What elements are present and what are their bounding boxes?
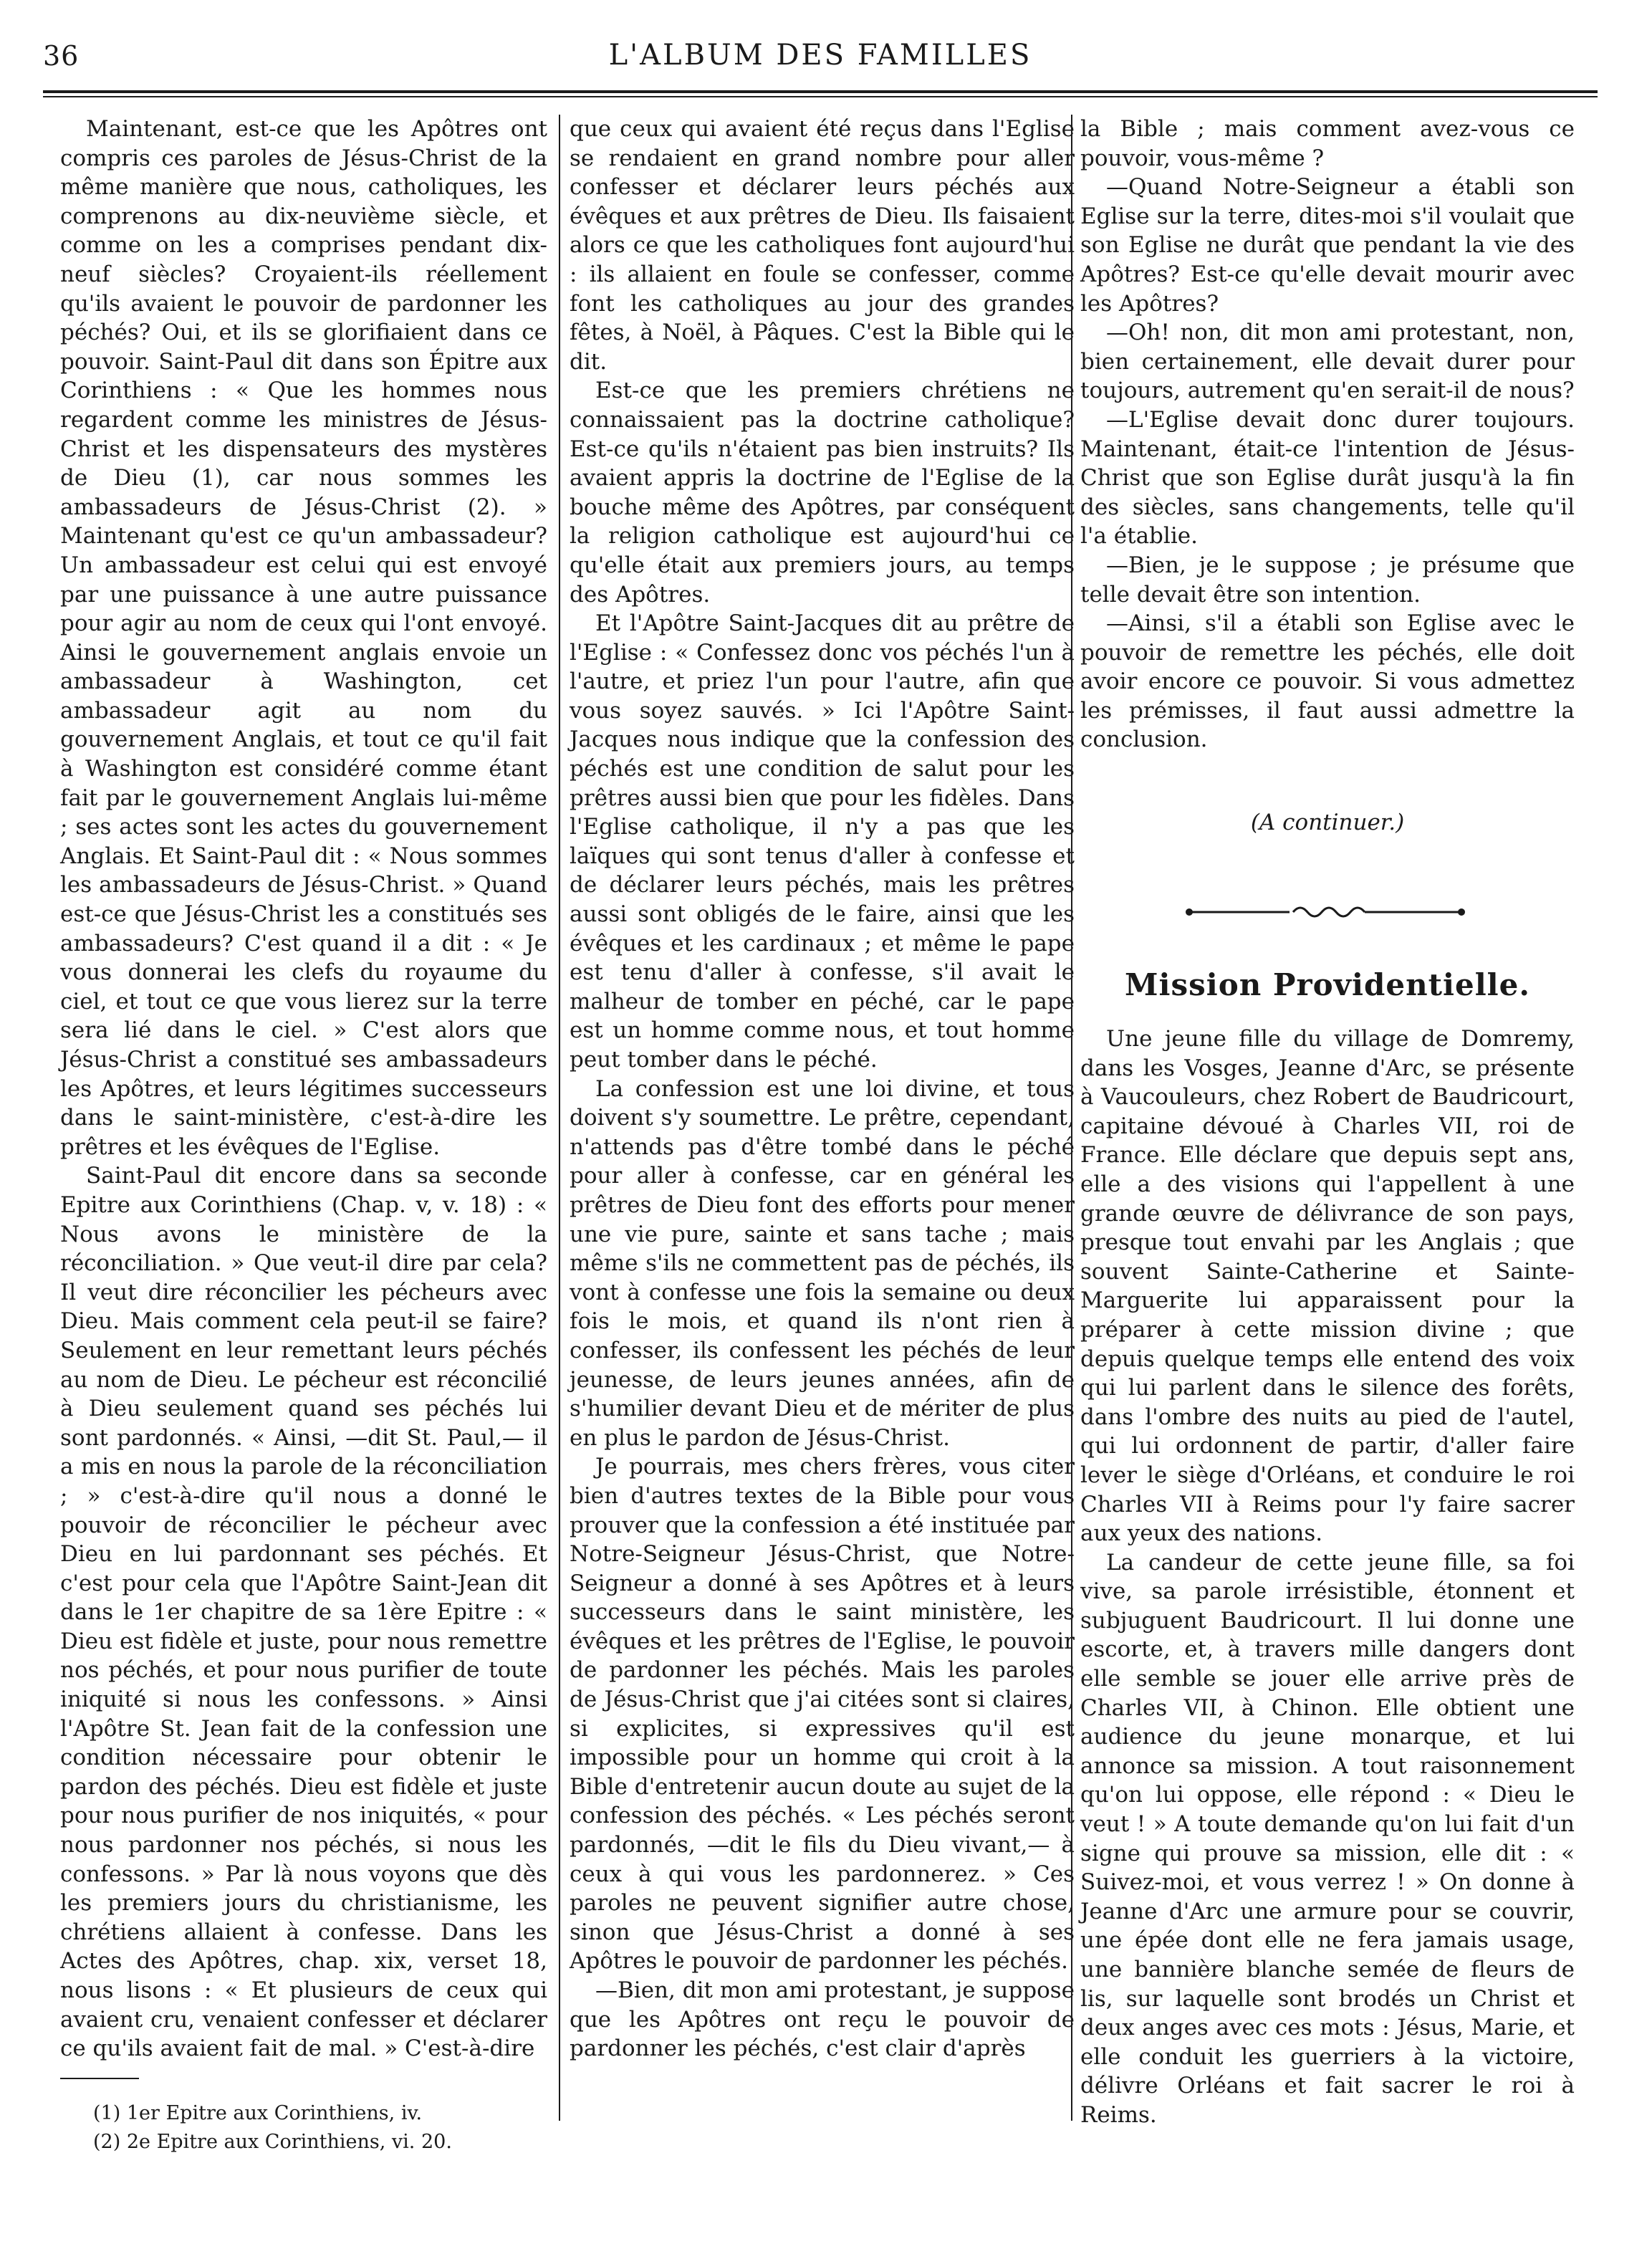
section-title: Mission Providentielle. bbox=[1125, 967, 1530, 1002]
column-3-paragraph-1: la Bible ; mais comment avez-vous ce pouvoir, vous-même ? bbox=[1080, 116, 1575, 171]
column-2-paragraph-2: Est-ce que les premiers chrétiens ne connaissaient pas la doctrine catholique? Est-ce qu'ils n'étaient pas bien instruits? Ils avaient appris la doctrine de l'Eglise de la bouche même des Apôtres, par conséquent la religion catholique est aujourd'hui ce qu'elle était aux premiers jours, au temps des Apôtres. bbox=[570, 378, 1075, 608]
column-2-paragraph-5: Je pourrais, mes chers frères, vous citer bien d'autres textes de la Bible pour vous prouver que la confession a été instituée par Notre-Seigneur Jésus-Christ, que Notre-Seigneur a donné à ses Apôtres et à leurs successeurs dans le saint ministère, les évêques et les prêtres de l'Eglise, le pouvoir de pardonner les péchés. Mais les paroles de Jésus-Christ que j'ai citées sont si claires, si explicites, si expressives qu'il est impossible pour un homme qui croit à la Bible d'entretenir aucun doute au sujet de la confession des péchés. « Les péchés seront pardonnés, —dit le fils du Dieu vivant,— à ceux à qui vous les pardonnerez. » Ces paroles ne peuvent signifier autre chose, sinon que Jésus-Christ a donné à ses Apôtres le pouvoir de pardonner les péchés. bbox=[570, 1454, 1075, 1975]
column-2-paragraph-4: La confession est une loi divine, et tous doivent s'y soumettre. Le prêtre, cependant, n'attends pas d'être tombé dans le péché pour aller à confesse, car en général les prêtres de Dieu font des efforts pour mener une vie pure, sainte et sans tache ; mais même s'ils ne commettent pas de péchés, ils vont à confesse une fois la semaine ou deux fois le mois, et quand ils n'ont rien à confesser, ils confessent les péchés de leur jeunesse, de leurs jeunes années, afin de s'humilier devant Dieu et de mériter de plus en plus le pardon de Jésus-Christ. bbox=[570, 1075, 1075, 1451]
article-paragraph-2: La candeur de cette jeune fille, sa foi vive, sa parole irrésistible, étonnent et subjuguent Baudricourt. Il lui donne une escorte, et, à travers mille dangers dont elle semble se jouer elle arrive près de Charles VII, à Chinon. Elle obtient une audience du jeune monarque, et lui annonce sa mission. A tout raisonnement qu'on lui oppose, elle répond : « Dieu le veut ! » A toute demande qu'on lui fait d'un signe qui prouve sa mission, elle dit : « Suivez-moi, et vous verrez ! » On donne à Jeanne d'Arc une armure pour se couvrir, une épée dont elle ne fera jamais usage, une bannière blanche semée de fleurs de lis, sur laquelle sont brodés un Christ et deux anges avec ces mots : Jésus, Marie, et elle conduit les guerriers à la victoire, délivre Orléans et fait sacrer le roi à Reims. bbox=[1080, 1549, 1575, 2128]
column-2 bbox=[570, 115, 1075, 2128]
column-1-paragraph-2: Saint-Paul dit encore dans sa seconde Epitre aux Corinthiens (Chap. v, v. 18) : « Nous avons le ministère de la réconciliation. » Que veut-il dire par cela? Il veut dire réconcilier les pécheurs avec Dieu. Mais comment cela peut-il se faire? Seulement en leur remettant leurs péchés au nom de Dieu. Le pécheur est réconcilié à Dieu seulement quand ses péchés lui sont pardonnés. « Ainsi, —dit St. Paul,— il a mis en nous la parole de la réconciliation ; » c'est-à-dire qu'il nous a donné le pouvoir de réconcilier le pécheur avec Dieu en lui pardonnant ses péchés. Et c'est pour cela que l'Apôtre Saint-Jean dit dans le 1er chapitre de sa 1ère Epitre : « Dieu est fidèle et juste, pour nous remettre nos péchés, et pour nous purifier de toute iniquité si nous les confessons. » Ainsi l'Apôtre St. Jean fait de la confession une condition nécessaire pour obtenir le pardon des péchés. Dieu est fidèle et juste pour nous purifier de nos iniquités, « pour nous pardonner nos péchés, si nous les confessons. » Par là nous voyons que dès les premiers jours du christianisme, les chrétiens allaient à confesse. Dans les Actes des Apôtres, chap. xix, verset 18, nous lisons : « Et plusieurs de ceux qui avaient cru, venaient confesser et déclarer ce qu'ils avaient fait de mal. » C'est-à-dire bbox=[60, 1163, 547, 2062]
journal-title: L'ALBUM DES FAMILLES bbox=[608, 39, 1032, 72]
column-3-paragraph-2: —Quand Notre-Seigneur a établi son Eglise sur la terre, dites-moi s'il voulait que son Eglise ne durât que pendant la vie des Apôtres? Est-ce qu'elle devait mourir avec les Apôtres? bbox=[1080, 174, 1575, 317]
page-header bbox=[43, 36, 1598, 79]
column-3-paragraph-3: —Oh! non, dit mon ami protestant, non, bien certainement, elle devait durer pour toujours, autrement qu'en serait-il de nous? bbox=[1080, 320, 1575, 404]
column-3-paragraph-5: —Bien, je le suppose ; je présume que telle devait être son intention. bbox=[1080, 552, 1575, 608]
column-2-paragraph-3: Et l'Apôtre Saint-Jacques dit au prêtre de l'Eglise : « Confessez donc vos péchés l'un à l'autre, et priez l'un pour l'autre, afin que vous soyez sauvés. » Ici l'Apôtre Saint-Jacques nous indique que la confession des péchés est une condition de salut pour les prêtres aussi bien que pour les fidèles. Dans l'Eglise catholique, il n'y a pas que les laïques qui sont tenus d'aller à confesse et de déclarer leurs péchés, mais les prêtres aussi sont obligés de le faire, ainsi que les évêques et les cardinaux ; et même le pape est tenu d'aller à confesse, s'il avait le malheur de tomber en péché, car le pape est un homme comme nous, et tout homme peut tomber dans le péché. bbox=[570, 610, 1075, 1073]
column-divider-1 bbox=[559, 115, 560, 2121]
column-2-paragraph-6: —Bien, dit mon ami protestant, je suppose que les Apôtres ont reçu le pouvoir de pardonner les péchés, c'est clair d'après bbox=[570, 1977, 1075, 2062]
column-2-paragraph-1: que ceux qui avaient été reçus dans l'Eglise se rendaient en grand nombre pour aller confesser et déclarer leurs péchés aux évêques et aux prêtres de Dieu. Ils faisaient alors ce que les catholiques font aujourd'hui : ils allaient en foule se confesser, comme font les catholiques au jour des grandes fêtes, à Noël, à Pâques. C'est la Bible qui le dit. bbox=[570, 116, 1075, 375]
footnotes bbox=[60, 2099, 547, 2157]
continue-note: (A continuer.) bbox=[1250, 810, 1405, 835]
column-3-paragraph-4: —L'Eglise devait donc durer toujours. Maintenant, était-ce l'intention de Jésus-Christ que son Eglise durât jusqu'à la fin des siècles, sans changements, telle qu'il l'a établie. bbox=[1080, 406, 1575, 550]
header-rule bbox=[43, 90, 1598, 97]
page-number: 36 bbox=[43, 40, 80, 72]
footnote-rule bbox=[60, 2078, 139, 2079]
column-3-article bbox=[1080, 1025, 1575, 2128]
column-1-paragraph-1: Maintenant, est-ce que les Apôtres ont compris ces paroles de Jésus-Christ de la même manière que nous, catholiques, les comprenons au dix-neuvième siècle, et comme on les a comprises pendant dix-neuf siècles? Croyaient-ils réellement qu'ils avaient le pouvoir de pardonner les péchés? Oui, et ils se glorifiaient dans ce pouvoir. Saint-Paul dit dans son Épitre aux Corinthiens : « Que les hommes nous regardent comme les ministres de Jésus-Christ et les dispensateurs des mystères de Dieu (1), car nous sommes les ambassadeurs de Jésus-Christ (2). » Maintenant qu'est ce qu'un ambassadeur? Un ambassadeur est celui qui est envoyé par une puissance à une autre puissance pour agir au nom de ceux qui l'ont envoyé. Ainsi le gouvernement anglais envoie un ambassadeur à Washington, cet ambassadeur agit au nom du gouvernement Anglais, et tout ce qu'il fait à Washington est considéré comme étant fait par le gouvernement Anglais lui-même ; ses actes sont les actes du gouvernement Anglais. Et Saint-Paul dit : « Nous sommes les ambassadeurs de Jésus-Christ. » Quand est-ce que Jésus-Christ les a constitués ses ambassadeurs? C'est quand il a dit : « Je vous donnerai les clefs du royaume du ciel, et tout ce que vous lierez sur la terre sera lié dans le ciel. » C'est alors que Jésus-Christ a constitué ses ambassadeurs les Apôtres, et leurs légitimes successeurs dans le saint-ministère, c'est-à-dire les prêtres et les évêques de l'Eglise. bbox=[60, 116, 547, 1160]
article-paragraph-1: Une jeune fille du village de Domremy, dans les Vosges, Jeanne d'Arc, se présente à Vaucouleurs, chez Robert de Baudricourt, capitaine dévoué à Charles VII, roi de France. Elle déclare que depuis sept ans, elle a des visions qui l'appellent à une grande œuvre de délivrance de son pays, presque tout envahi par les Anglais ; que souvent Sainte-Catherine et Sainte-Marguerite lui apparaissent pour la préparer à cette mission divine ; que depuis quelque temps elle entend des voix qui lui parlent dans le silence des forêts, dans l'ombre des nuits au pied de l'autel, qui lui ordonnent de partir, d'aller faire lever le siège d'Orléans, et conduire le roi Charles VII à Reims pour l'y faire sacrer aux yeux des nations. bbox=[1080, 1026, 1575, 1547]
ornament-divider bbox=[1182, 901, 1469, 923]
column-3-dialogue bbox=[1080, 115, 1575, 781]
column-3-paragraph-6: —Ainsi, s'il a établi son Eglise avec le pouvoir de remettre les péchés, elle doit avoir encore ce pouvoir. Si vous admettez les prémisses, il faut aussi admettre la conclusion. bbox=[1080, 610, 1575, 753]
column-1 bbox=[60, 115, 547, 2128]
footnote-1: (1) 1er Epitre aux Corinthiens, iv. bbox=[93, 2102, 423, 2124]
footnote-2: (2) 2e Epitre aux Corinthiens, vi. 20. bbox=[93, 2131, 452, 2153]
